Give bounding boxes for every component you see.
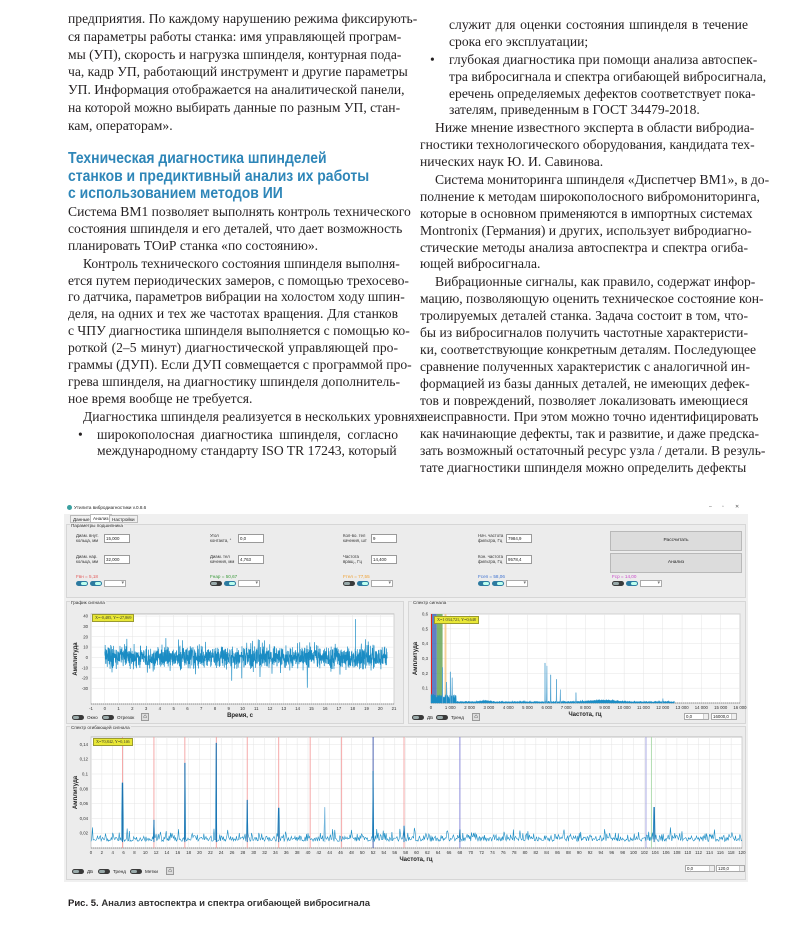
x-tick-label: 28: [240, 850, 246, 855]
x-tick-label: 100: [629, 850, 638, 855]
y-axis-title: Амплитуда: [73, 775, 79, 810]
x-axis-title: Время, с: [227, 713, 253, 719]
spectrum-min-spinner[interactable]: 0,0: [684, 713, 709, 720]
x-tick-label: 9 000: [599, 705, 611, 710]
x-tick-label: 10: [240, 706, 245, 711]
x-tick-label: 10 000: [617, 705, 631, 710]
x-tick-label: 16 000: [733, 705, 747, 710]
x-tick-label: 4 000: [502, 705, 514, 710]
spectrum-max-spinner[interactable]: 16000,0: [711, 713, 737, 720]
x-tick-label: 15: [308, 706, 314, 711]
x-tick-label: 32: [262, 850, 267, 855]
field-input[interactable]: 0,0: [238, 534, 264, 543]
text-line: международному стандарту ISO TR 17243, который: [97, 443, 397, 459]
text-line: служит для оценки состояния шпинделя в течение: [449, 17, 748, 32]
frequency-label: Fср = 14,00: [612, 574, 637, 579]
x-tick-label: 84: [544, 850, 550, 855]
envelope-min-spinner[interactable]: 0,0: [685, 865, 715, 872]
x-tick-label: 26: [229, 850, 235, 855]
frequency-label: Fвн = 5,18: [76, 574, 98, 579]
text-line: ки, соответствующие конкретным деталям. Последующее: [420, 341, 757, 357]
text-line: мацию, позволяющую оценить техническое состояние кон-: [420, 291, 764, 307]
text-line: го датчика, параметров вибрации на холостом ходу шпин-: [68, 289, 405, 305]
x-tick-label: 7: [199, 706, 203, 711]
text-line: тов и повреждений, позволяет локализовать имеющиеся: [420, 392, 748, 408]
tab-analysis[interactable]: Анализ: [90, 514, 112, 523]
text-line: зателям, приведенным в ГОСТ 34479-2018.: [449, 102, 700, 118]
text-line: Ниже мнение известного эксперта в области вибродиа-: [435, 120, 755, 136]
x-tick-label: 1 000: [444, 705, 456, 710]
text-line: нических наук Ю. И. Савинова.: [420, 154, 604, 170]
text-line: ющей вибросигнала.: [420, 256, 541, 272]
x-tick-label: 120: [738, 850, 746, 855]
x-tick-label: 9: [227, 706, 230, 711]
close-button[interactable]: ✕: [735, 504, 740, 510]
x-tick-label: 24: [218, 850, 224, 855]
x-tick-label: 16: [175, 850, 181, 855]
x-tick-label: 2: [100, 850, 104, 855]
x-tick-label: 0: [89, 850, 93, 855]
x-tick-label: 98: [620, 850, 626, 855]
x-tick-label: 2 000: [464, 705, 476, 710]
y-tick-label: 30: [83, 623, 88, 629]
x-tick-label: 12 000: [656, 705, 670, 710]
y-tick-label: 0,06: [79, 801, 88, 807]
x-tick-label: 56: [392, 850, 398, 855]
field-label: Диам. внут. кольца, мм: [76, 533, 99, 543]
x-tick-label: 108: [673, 850, 681, 855]
y-axis-title: Амплитуда: [73, 642, 79, 676]
x-tick-label: 58: [403, 850, 409, 855]
x-tick-label: 38: [294, 850, 300, 855]
heading-line: станков и предиктивный анализ их работы: [68, 167, 370, 185]
text-line: которые в основном применяются в импортных системах: [420, 205, 753, 221]
x-tick-label: 16: [322, 706, 328, 711]
y-tick-label: 0,02: [79, 830, 88, 836]
envelope-cursor-readout: X=70,842, Y=0,146: [93, 738, 133, 746]
text-line: ча, кадр УП, работающий инструмент и другие параметры: [68, 64, 408, 80]
text-line: стические методы анализа автоспектра и спектра огиба-: [420, 239, 748, 255]
x-tick-label: 15 000: [714, 705, 728, 710]
text-line: Система мониторинга шпинделя «Диспетчер ВМ1», в до-: [435, 172, 770, 188]
x-tick-label: 12: [153, 850, 159, 855]
frequency-label: Fтел = 77,55: [343, 574, 370, 579]
text-line: Вибрационные сигналы, как правило, содержат инфор-: [435, 274, 756, 290]
x-tick-label: 19: [364, 706, 369, 711]
text-line: Контроль технического состояния шпинделя выполня-: [83, 255, 400, 271]
tab-settings[interactable]: Настройки: [109, 515, 138, 523]
signal-cursor-readout: X=-0,485, Y=-27,869: [92, 614, 134, 622]
text-line: полнение к методам широкополосного вибромониторинга,: [420, 188, 760, 204]
text-line: гностики технологического оборудования, кандидата тех-: [420, 137, 755, 153]
y-tick-label: 0,12: [79, 756, 88, 762]
text-line: • глубокая диагностика при помощи анализа автоспек-: [420, 52, 748, 69]
envelope-max-spinner[interactable]: 120,0: [716, 865, 745, 872]
x-axis-title: Частота, гц: [568, 712, 602, 718]
field-input[interactable]: 15,000: [104, 534, 130, 543]
text-line: граммы (ДУП). Если ДУП совмещается с программой про-: [68, 357, 412, 373]
db-toggle-label: ДБ: [87, 869, 94, 874]
x-tick-label: 21: [391, 706, 397, 711]
x-tick-label: 54: [381, 850, 387, 855]
tab-data[interactable]: Данные: [70, 515, 93, 523]
y-tick-label: 0,04: [79, 815, 88, 821]
field-input[interactable]: 14,400: [371, 555, 397, 564]
db-toggle-label: ДБ: [427, 715, 434, 720]
x-tick-label: 11 000: [637, 705, 650, 710]
x-tick-label: 96: [609, 850, 615, 855]
x-tick-label: 30: [251, 850, 257, 855]
x-tick-label: 11: [254, 706, 259, 711]
text-line: ется путем периодических замеров, с помощью трехосево-: [68, 272, 409, 288]
x-tick-label: 13 000: [675, 705, 689, 710]
text-line: грева шпинделя, на диагностику шпинделя дополнитель-: [68, 373, 401, 389]
x-tick-label: 44: [327, 850, 333, 855]
x-tick-label: 22: [207, 850, 213, 855]
x-tick-label: 78: [511, 850, 517, 855]
segment-toggle-label: Отрезок: [117, 715, 135, 720]
x-tick-label: 88: [566, 850, 571, 855]
home-icon[interactable]: ⌂: [166, 867, 174, 875]
y-tick-label: -20: [81, 675, 88, 681]
y-tick-label: -10: [81, 665, 88, 671]
x-tick-label: 70: [468, 850, 474, 855]
x-tick-label: 86: [555, 850, 560, 855]
x-tick-label: 2: [131, 706, 134, 711]
heading-line: Техническая диагностика шпинделей: [68, 150, 327, 167]
text-line: на которой можно выбирать данные по разным УП, стан-: [68, 99, 401, 115]
x-tick-label: 14: [295, 706, 300, 711]
x-tick-label: 48: [349, 850, 354, 855]
x-tick-label: 68: [457, 850, 463, 855]
text-line: кам, операторам».: [68, 117, 173, 133]
spectrum-cursor-readout: X=1 034,721, Y=0,648: [434, 616, 479, 624]
x-tick-label: 92: [587, 850, 593, 855]
caption-text: Анализ автоспектра и спектра огибающей вибросигнала: [101, 898, 371, 909]
field-input[interactable]: 9578,4: [506, 555, 532, 564]
text-line: неисправности. При этом можно точно идентифицировать: [420, 409, 759, 425]
field-input[interactable]: 4,763: [238, 555, 264, 564]
text-line: мы (УП), скорость и нагрузка шпинделя, контурная пода-: [68, 46, 402, 62]
x-tick-label: 3: [144, 706, 148, 711]
figure-caption: [68, 898, 370, 909]
x-tick-label: 106: [662, 850, 670, 855]
text-line: зать возможный остаточный ресурс узла / детали. В резуль-: [420, 443, 766, 459]
x-tick-label: 90: [576, 850, 582, 855]
signal-group-label: График сигнала: [71, 600, 105, 605]
x-tick-label: 80: [522, 850, 528, 855]
x-tick-label: 6: [186, 706, 189, 711]
text-line: с ЧПУ диагностика шпинделя выполняется с помощью ко-: [68, 323, 410, 339]
x-tick-label: 6 000: [541, 705, 553, 710]
text-line: • широкополосная диагностика шпинделя, согласно: [68, 427, 398, 444]
x-tick-label: 4: [111, 850, 114, 855]
field-input[interactable]: 32,000: [104, 555, 130, 564]
x-tick-label: 116: [716, 850, 724, 855]
x-tick-label: 8 000: [580, 705, 591, 710]
y-tick-label: 0,14: [79, 741, 88, 747]
x-tick-label: 0: [429, 705, 433, 710]
x-tick-label: 52: [370, 850, 376, 855]
x-tick-label: 110: [684, 850, 692, 855]
y-tick-label: 0,3: [422, 656, 428, 661]
x-tick-label: 8: [133, 850, 136, 855]
x-axis-title: Частота, гц: [399, 857, 433, 863]
y-tick-label: 0,6: [422, 611, 428, 617]
envelope-group-label: Спектр огибающей сигнала: [71, 725, 130, 730]
y-tick-label: 0,1: [82, 771, 88, 777]
x-tick-label: 114: [706, 850, 713, 855]
x-tick-label: -1: [89, 706, 93, 711]
x-tick-label: 66: [446, 850, 452, 855]
y-tick-label: 0: [85, 654, 88, 660]
x-tick-label: 10: [142, 850, 148, 855]
maximize-button[interactable]: ▫: [722, 504, 724, 510]
x-tick-label: 74: [490, 850, 495, 855]
x-tick-label: 20: [377, 706, 383, 711]
x-tick-label: 50: [359, 850, 365, 855]
bearing-params-label: Параметры подшипника: [71, 523, 123, 528]
field-label: Кол-во. тел качения, шт: [343, 533, 367, 543]
x-tick-label: 13: [281, 706, 287, 711]
x-tick-label: 5 000: [522, 705, 533, 710]
x-tick-label: 5: [172, 706, 175, 711]
x-tick-label: 4: [158, 706, 162, 711]
y-tick-label: 0,08: [79, 786, 88, 792]
x-tick-label: 46: [338, 850, 343, 855]
text-line: Система ВМ1 позволяет выполнять контроль технического: [68, 204, 411, 219]
x-tick-label: 94: [598, 850, 604, 855]
calculate-label: Рассчитать: [663, 538, 689, 543]
field-label: Диам. тел качения, мм: [210, 554, 235, 564]
y-tick-label: -30: [81, 685, 88, 691]
field-label: Кон. частота фильтра, Гц: [478, 554, 503, 564]
x-tick-label: 18: [350, 706, 356, 711]
home-icon[interactable]: ⌂: [141, 713, 149, 721]
x-tick-label: 17: [336, 706, 342, 711]
text-line: Montronix (Германия) и других, использует вибродиагно-: [420, 222, 752, 238]
text-line: тролируемых деталей станка. Задача состоит в том, что-: [420, 308, 748, 324]
x-tick-label: 60: [414, 850, 419, 855]
x-tick-label: 6: [122, 850, 125, 855]
caption-label: Рис. 5.: [68, 898, 99, 909]
text-line: формацией из базы данных деталей, не имеющих дефек-: [420, 375, 750, 391]
text-line: тра вибросигнала и спектра огибающей вибросигнала,: [449, 68, 767, 84]
y-tick-label: 0,1: [422, 685, 428, 691]
frequency-label: Fнар = 50,67: [210, 574, 238, 579]
y-axis-title: Амплитуда: [413, 641, 419, 676]
x-tick-label: 7 000: [560, 705, 572, 710]
x-tick-label: 72: [479, 850, 484, 855]
field-label: Угол контакта, °: [210, 533, 232, 543]
y-tick-label: 0,2: [422, 670, 428, 676]
x-tick-label: 34: [273, 850, 278, 855]
text-line: УП. Информация отображается на аналитической панели,: [68, 82, 405, 98]
text-line: срока его эксплуатации;: [449, 33, 589, 49]
x-tick-label: 3 000: [483, 705, 495, 710]
x-tick-label: 82: [533, 850, 539, 855]
trend-toggle-label: Тренд: [113, 869, 126, 874]
text-line: бы из вибросигналов получить частотные характеристи-: [420, 325, 748, 341]
window-toggle-label: Окно: [87, 715, 98, 720]
text-line: тате диагностики шпинделя можно определить дефекты: [420, 460, 747, 476]
text-line: еречень определяемых дефектов соответствует пока-: [449, 85, 756, 101]
text-line: деля, на одних и тех же частотах вращения. Для станков: [68, 306, 398, 322]
chart-0: [73, 614, 397, 719]
field-input[interactable]: 9: [371, 534, 397, 543]
x-tick-label: 12: [267, 706, 273, 711]
text-line: Диагностика шпинделя реализуется в нескольких уровнях:: [83, 408, 426, 424]
window-title: Утилита вибродиагностики v.0.8.6: [74, 505, 147, 510]
text-line: предприятия. По каждому нарушению режима фиксирують-: [68, 11, 418, 26]
x-tick-label: 1: [117, 706, 120, 711]
x-tick-label: 42: [316, 850, 322, 855]
text-line: роткой (2–5 минут) диагностической управляющей про-: [68, 340, 398, 356]
analyze-label: Анализ: [667, 560, 685, 565]
chart-2: [73, 737, 746, 863]
y-tick-label: 0,5: [422, 626, 428, 632]
frequency-band: [437, 614, 443, 703]
x-tick-label: 62: [424, 850, 430, 855]
text-line: как начинающие дефекты, так и развитие, и даже предска-: [420, 426, 760, 442]
minimize-button[interactable]: –: [709, 504, 712, 510]
x-tick-label: 76: [500, 850, 506, 855]
y-tick-label: 20: [83, 634, 88, 640]
x-tick-label: 102: [640, 850, 648, 855]
y-tick-label: 40: [83, 613, 88, 619]
x-tick-label: 36: [283, 850, 289, 855]
x-tick-label: 14 000: [694, 705, 708, 710]
x-tick-label: 14: [164, 850, 170, 855]
x-tick-label: 8: [213, 706, 217, 711]
heading-line: с использованием методов ИИ: [68, 185, 283, 202]
field-label: Диам. нар. кольца, мм: [76, 554, 99, 564]
text-line: планировать ТОиР станка «по состоянию».: [68, 237, 319, 253]
spectrum-group-label: Спектр сигнала: [413, 600, 447, 605]
y-tick-label: 10: [83, 644, 88, 650]
marks-toggle-label: Метки: [145, 869, 158, 874]
text-line: сравнение полученных характеристик с аналогичной ин-: [420, 358, 750, 374]
y-tick-label: 0,4: [422, 641, 428, 647]
x-tick-label: 118: [727, 850, 735, 855]
text-line: ся параметры работы станка: имя управляющей програм-: [68, 28, 402, 44]
x-tick-label: 40: [305, 850, 311, 855]
x-tick-label: 20: [197, 850, 202, 855]
x-tick-label: 112: [695, 850, 703, 855]
x-tick-label: 18: [186, 850, 192, 855]
home-icon[interactable]: ⌂: [472, 713, 480, 721]
x-tick-label: 0: [103, 706, 106, 711]
text-line: состояния шпинделя и его деталей, что дает возможность: [68, 220, 403, 236]
field-label: Частота вращ., Гц: [343, 554, 362, 564]
text-line: ное время вообще не требуется.: [68, 390, 253, 406]
frequency-label: Fсеп = 58,06: [478, 574, 505, 579]
x-tick-label: 104: [651, 850, 659, 855]
x-tick-label: 64: [435, 850, 441, 855]
trend-toggle-label: Тренд: [451, 715, 464, 720]
field-input[interactable]: 7984,9: [506, 534, 532, 543]
field-label: Нач. частота фильтра, Гц: [478, 533, 504, 543]
chart-1: [413, 612, 747, 719]
